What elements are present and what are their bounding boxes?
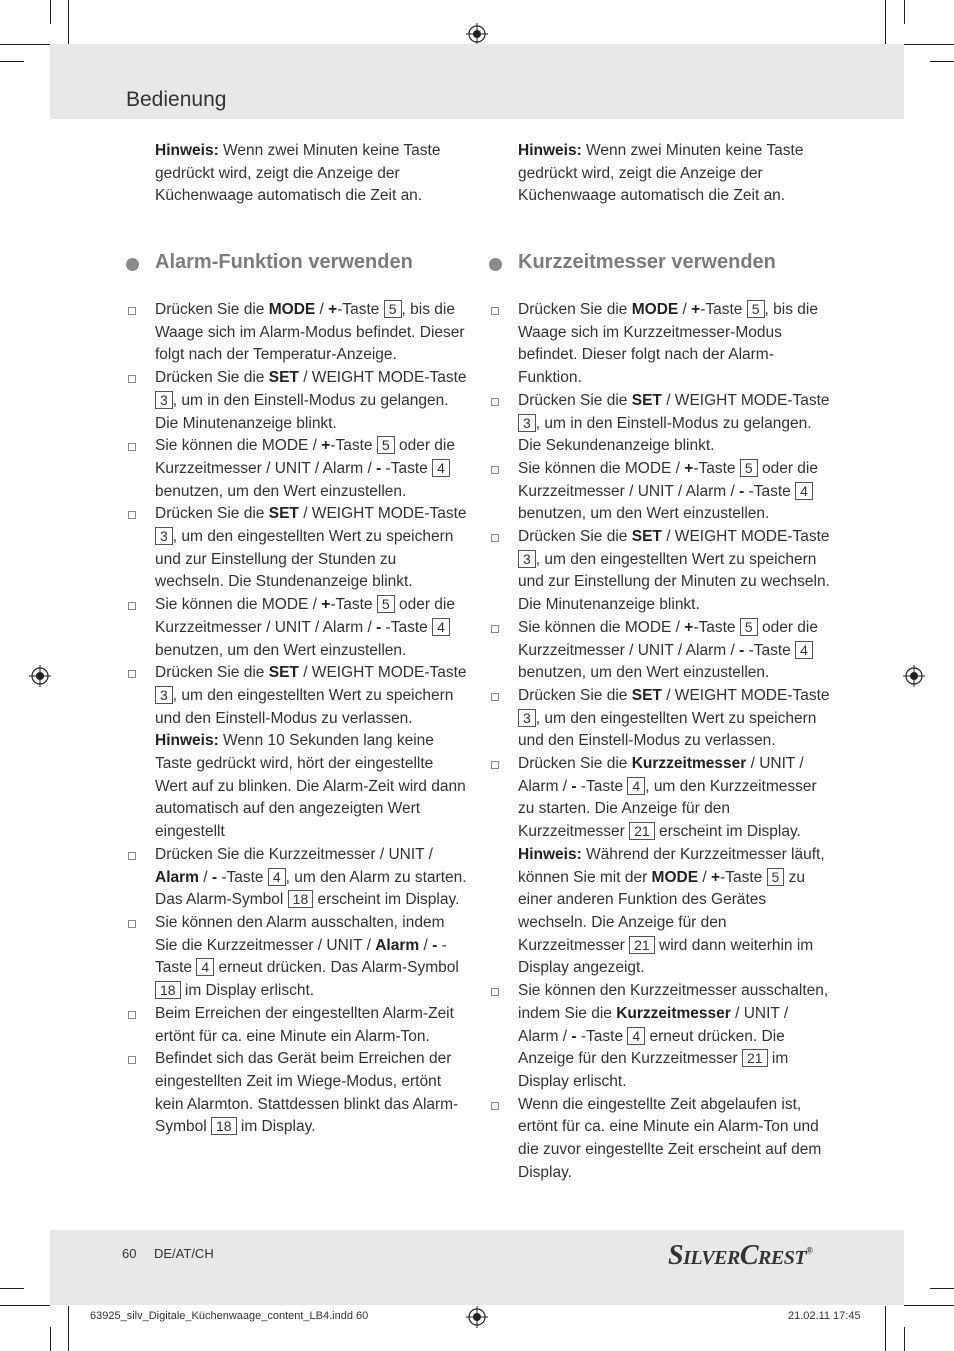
bold-key-label: - [739,482,745,500]
registration-mark-icon [466,1306,488,1328]
key-reference-box: 4 [627,1027,645,1045]
step-text: / WEIGHT MODE-Taste [661,391,830,409]
checkbox-bullet-icon [128,307,136,315]
heading-bullet-icon [126,258,139,271]
step-text: Drücken Sie die [518,528,632,546]
bold-key-label: SET [268,369,299,387]
checkbox-bullet-icon [491,625,499,633]
crop-mark [904,1327,905,1351]
checkbox-bullet-icon [491,1102,499,1110]
key-reference-box: 21 [629,936,655,954]
step-text: oder die Kurzzeitmesser / UNIT / Alarm / [518,618,818,659]
key-reference-box: 4 [627,777,645,795]
step-text: benutzen, um den Wert einzustellen. [155,641,407,659]
bold-key-label: - [432,936,438,954]
page-title: Bedienung [126,88,227,111]
list-item [155,299,467,367]
bold-key-label: MODE [651,868,699,886]
step-text: -Taste [337,301,384,318]
section-heading-alarm: Alarm-Funktion verwenden [155,251,413,273]
silvercrest-logo: SILVERCREST® [668,1240,813,1271]
crop-mark [0,1288,24,1289]
step-text: Beim Erreichen der eingestellten Alarm-Zeit ertönt für ca. eine Minute ein Alarm-Ton. [155,1004,454,1045]
bold-key-label: SET [631,686,662,704]
crop-mark [930,61,954,62]
step-text: / [698,868,711,886]
crop-mark [0,61,24,62]
step-text: Wenn 10 Sekunden lang keine Taste gedrückt wird, hört der eingestellte Wert auf zu blinken. Die Alarm-Zeit wird dann automatisch auf den angezeigten Wert eingestellt [155,732,466,841]
bold-key-label: + [321,596,331,614]
right-list-container [518,299,830,1184]
step-text: -Taste [576,1027,628,1045]
bold-key-label: Kurzzeitmesser [631,755,747,773]
page-region: DE/AT/CH [154,1246,214,1261]
key-reference-box: 18 [288,890,314,908]
list-item [518,299,830,390]
step-text: / [678,301,692,318]
step-text: Sie können die MODE / [155,596,322,614]
step-text: benutzen, um den Wert einzustellen. [155,482,407,500]
crop-mark [0,1305,50,1306]
list-item [518,617,830,685]
bold-key-label: + [684,459,694,477]
step-text: / WEIGHT MODE-Taste [298,369,467,387]
step-text: / UNIT / Alarm / [518,755,804,795]
step-text: im Display erlischt. [180,982,315,1000]
bold-key-label: Alarm [375,936,420,954]
key-reference-box: 5 [767,868,785,886]
checkbox-bullet-icon [491,761,499,769]
key-reference-box: 5 [747,300,765,318]
step-text: -Taste [155,936,447,977]
key-reference-box: 18 [211,1117,237,1135]
bold-key-label: Kurzzeitmesser [616,1004,731,1022]
step-text: Befindet sich das Gerät beim Erreichen der eingestellten Zeit im Wiege-Modus, ertönt kein Alarmton. Stattdessen blinkt das Alarm-Symbol [155,1050,459,1136]
step-text: Sie können den Alarm ausschalten, indem Sie die Kurzzeitmesser / UNIT / [155,913,445,954]
step-text: oder die Kurzzeitmesser / UNIT / Alarm / [155,437,455,477]
step-text: wird dann weiterhin im Display angezeigt. [518,936,814,977]
bold-key-label: MODE [631,301,679,318]
checkbox-bullet-icon [491,988,499,996]
step-text: benutzen, um den Wert einzustellen. [518,505,770,523]
checkbox-bullet-icon [491,534,499,542]
checkbox-bullet-icon [128,670,136,678]
step-text: / WEIGHT MODE-Taste [661,528,830,546]
step-text: -Taste [381,618,433,636]
step-text: , um den Kurzzeitmesser zu starten. Die Anzeige für den Kurzzeitmesser [518,777,817,841]
list-item [155,594,467,662]
step-text: Drücken Sie die [155,301,269,318]
hint-label: Hinweis: [518,142,582,159]
step-text: / [419,936,433,954]
bold-key-label: SET [631,528,662,546]
step-text: / WEIGHT MODE-Taste [298,505,467,523]
registration-mark-icon [903,665,925,687]
step-text: Drücken Sie die [155,505,269,523]
key-reference-box: 3 [155,527,173,545]
step-text: , bis die Waage sich im Alarm-Modus befindet. Dieser folgt nach der Temperatur-Anzeige. [155,301,465,364]
key-reference-box: 3 [155,391,173,409]
bold-key-label: - [376,618,382,636]
step-text: oder die Kurzzeitmesser / UNIT / Alarm / [518,459,818,500]
list-item [155,435,467,503]
section-heading-timer: Kurzzeitmesser verwenden [518,251,776,273]
step-text: Sie können den Kurzzeitmesser ausschalten, indem Sie die [518,982,829,1022]
key-reference-box: 5 [377,436,395,454]
key-reference-box: 5 [384,300,402,318]
bold-key-label: + [684,618,694,636]
hint-label: Hinweis: [155,732,219,750]
print-date: 21.02.11 17:45 [788,1310,861,1322]
checkbox-bullet-icon [491,307,499,315]
list-item [518,753,830,980]
step-text: im Display. [236,1118,316,1136]
key-reference-box: 4 [795,482,813,500]
crop-mark [50,1327,51,1351]
step-text: -Taste [693,618,740,636]
crop-mark [904,44,954,45]
list-item [518,458,830,526]
step-text: Drücken Sie die [518,301,632,318]
step-text: , um den eingestellten Wert zu speichern und den Einstell-Modus zu verlassen. [518,709,817,750]
key-reference-box: 3 [518,709,536,727]
step-text: , um in den Einstell-Modus zu gelangen. Die Sekundenanzeige blinkt. [518,414,812,455]
list-item [518,390,830,458]
timer-steps-list [518,299,830,1184]
step-text: Wenn die eingestellte Zeit abgelaufen ist, ertönt für ca. eine Minute ein Alarm-Ton und die zuvor eingestellte Zeit erscheint auf dem Display. [518,1095,822,1181]
step-text: benutzen, um den Wert einzustellen. [518,664,770,682]
checkbox-bullet-icon [128,375,136,383]
crop-mark [904,0,905,24]
list-item [155,503,467,594]
step-text: , um den eingestellten Wert zu speichern und den Einstell-Modus zu verlassen. [155,686,454,727]
hint-label: Hinweis: [518,845,582,863]
checkbox-bullet-icon [491,693,499,701]
step-text: Sie können die MODE / [518,459,685,477]
step-text: -Taste [744,641,796,659]
list-item [518,980,830,1094]
step-text: / UNIT / Alarm / [518,1004,789,1045]
key-reference-box: 3 [155,686,173,704]
bold-key-label: - [739,641,745,659]
bold-key-label: MODE [268,301,316,318]
step-text: , um den eingestellten Wert zu speichern und zur Einstellung der Minuten zu wechseln. Die Minutenanzeige blinkt. [518,550,830,614]
list-item [518,1094,830,1185]
crop-mark [885,0,886,44]
crop-mark [0,44,50,45]
bold-key-label: - [571,1027,577,1045]
step-text: Drücken Sie die Kurzzeitmesser / UNIT / [155,845,433,863]
step-text: -Taste [720,868,767,886]
left-list-container [155,299,467,1139]
step-text: / WEIGHT MODE-Taste [661,686,830,704]
bold-key-label: + [321,437,331,455]
hint-label: Hinweis: [155,142,219,159]
step-text: / [315,301,329,318]
list-item [518,526,830,617]
bold-key-label: SET [268,664,299,682]
crop-mark [50,0,51,24]
step-text: Sie können die MODE / [518,618,685,636]
page-number: 60 [122,1246,137,1261]
bold-key-label: - [376,459,382,477]
crop-mark [885,1306,886,1351]
step-text: erscheint im Display. [313,891,460,909]
bold-key-label: - [571,777,577,795]
step-text: , um in den Einstell-Modus zu gelangen. Die Minutenanzeige blinkt. [155,391,449,432]
key-reference-box: 5 [740,459,758,477]
key-reference-box: 18 [155,981,181,999]
right-hint [518,140,828,208]
key-reference-box: 3 [518,550,536,568]
crop-mark [930,1288,954,1289]
step-text: -Taste [330,437,377,455]
key-reference-box: 4 [196,958,214,976]
checkbox-bullet-icon [128,602,136,610]
left-hint [155,140,465,208]
step-text: Drücken Sie die [518,755,632,773]
list-item [155,662,467,844]
step-text: -Taste [700,301,747,318]
key-reference-box: 4 [795,641,813,659]
step-text: erscheint im Display. [654,823,801,841]
step-text: / WEIGHT MODE-Taste [298,664,467,682]
key-reference-box: 3 [518,414,536,432]
step-text: im Display erlischt. [518,1050,789,1090]
step-text: -Taste [381,459,433,477]
checkbox-bullet-icon [491,398,499,406]
step-text: Drücken Sie die [518,391,632,409]
step-text: / [198,868,212,886]
list-item [518,685,830,753]
step-text: -Taste [576,777,628,795]
hint-text: Wenn zwei Minuten keine Taste gedrückt wird, zeigt die Anzeige der Küchenwaage automatisch die Zeit an. [155,142,441,205]
step-text: Drücken Sie die [155,664,269,682]
bold-key-label: Alarm [155,868,199,886]
hint-text: Wenn zwei Minuten keine Taste gedrückt wird, zeigt die Anzeige der Küchenwaage automatisch die Zeit an. [518,142,804,205]
bold-key-label: + [328,301,338,318]
list-item [155,1048,467,1139]
step-text: , um den eingestellten Wert zu speichern und zur Einstellung der Stunden zu wechseln. Die Stundenanzeige blinkt. [155,528,454,591]
step-text: erneut drücken. Das Alarm-Symbol [214,959,459,977]
list-item [155,844,467,912]
step-text: -Taste [744,482,796,500]
bold-key-label: SET [268,505,299,523]
bold-key-label: + [691,301,701,318]
key-reference-box: 5 [740,618,758,636]
key-reference-box: 4 [432,459,450,477]
checkbox-bullet-icon [128,1011,136,1019]
checkbox-bullet-icon [128,511,136,519]
step-text: erneut drücken. Die Anzeige für den Kurzzeitmesser [518,1027,785,1068]
step-text: Drücken Sie die [155,369,269,387]
bold-key-label: + [710,868,721,886]
step-text: -Taste [693,459,740,477]
step-text: zu einer anderen Funktion des Gerätes wechseln. Die Anzeige für den Kurzzeitmesser [518,868,806,954]
crop-mark [68,1306,69,1351]
list-item [155,367,467,435]
checkbox-bullet-icon [128,852,136,860]
key-reference-box: 21 [742,1049,768,1067]
crop-mark [68,0,69,44]
crop-mark [904,1305,954,1306]
registration-mark-icon [466,23,488,45]
step-text: oder die Kurzzeitmesser / UNIT / Alarm / [155,596,455,636]
alarm-steps-list [155,299,467,1139]
checkbox-bullet-icon [128,920,136,928]
step-text: , um den Alarm zu starten. Das Alarm-Symbol [155,868,467,909]
bold-key-label: - [211,868,218,886]
key-reference-box: 4 [432,618,450,636]
key-reference-box: 5 [377,595,395,613]
bold-key-label: SET [631,391,662,409]
key-reference-box: 4 [268,868,286,886]
checkbox-bullet-icon [128,1056,136,1064]
list-item [155,1003,467,1048]
checkbox-bullet-icon [128,443,136,451]
key-reference-box: 21 [629,822,655,840]
heading-bullet-icon [489,258,502,271]
step-text: , bis die Waage sich im Kurzzeitmesser-Modus befindet. Dieser folgt nach der Alarm-Funktion. [518,301,818,387]
step-text: Drücken Sie die [518,686,632,704]
step-text: Während der Kurzzeitmesser läuft, können Sie mit der [518,845,825,886]
list-item [155,912,467,1003]
print-filename: 63925_silv_Digitale_Küchenwaage_content_LB4.indd 60 [90,1310,369,1322]
step-text: Sie können die MODE / [155,437,322,455]
step-text: -Taste [217,868,268,886]
step-text: -Taste [330,596,377,614]
registration-mark-icon [29,665,51,687]
checkbox-bullet-icon [491,466,499,474]
